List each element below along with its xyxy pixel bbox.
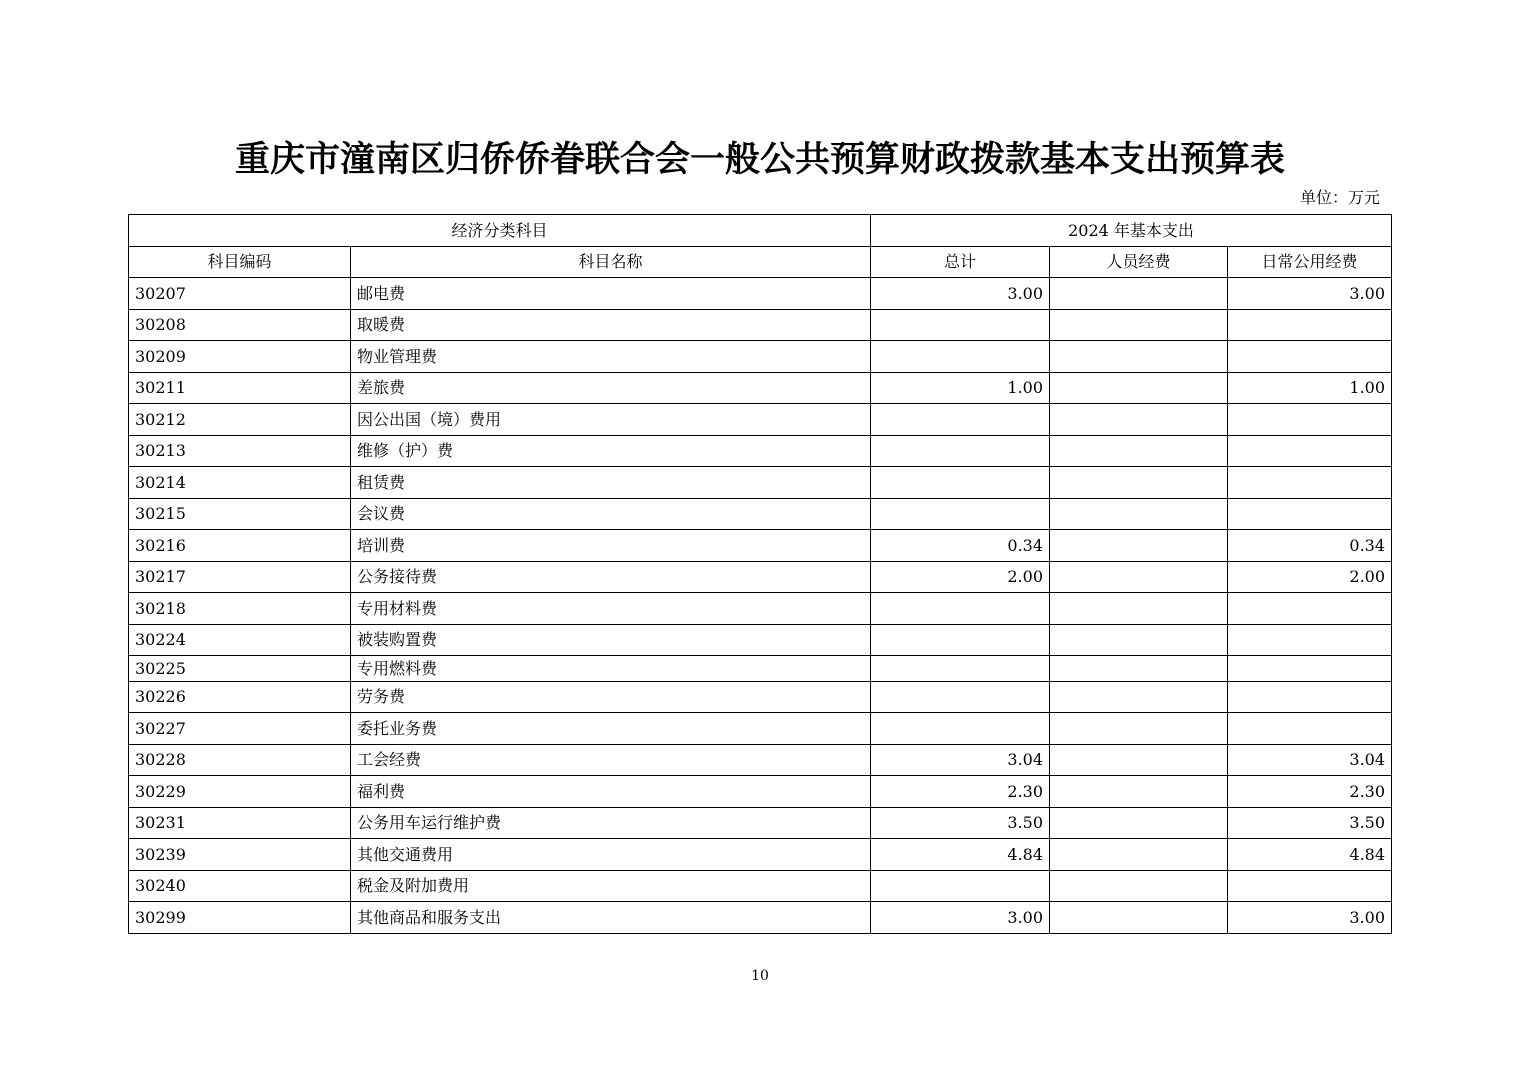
row-name: 维修（护）费 — [351, 436, 871, 467]
row-name: 邮电费 — [351, 278, 871, 310]
row-personnel — [1050, 808, 1228, 839]
table-row — [129, 404, 1392, 436]
row-total: 4.84 — [871, 839, 1050, 871]
row-total — [871, 436, 1050, 467]
table-row — [129, 656, 1392, 682]
row-personnel — [1050, 562, 1228, 593]
table-row — [129, 562, 1392, 593]
table-row — [129, 808, 1392, 839]
row-daily — [1228, 713, 1392, 745]
row-name: 其他商品和服务支出 — [351, 902, 871, 934]
row-total — [871, 404, 1050, 436]
row-personnel — [1050, 776, 1228, 808]
row-total — [871, 499, 1050, 530]
row-code: 30228 — [129, 745, 351, 776]
row-personnel — [1050, 404, 1228, 436]
economic-category-header: 经济分类科目 — [129, 215, 871, 247]
row-personnel — [1050, 682, 1228, 713]
row-total — [871, 871, 1050, 902]
row-personnel — [1050, 278, 1228, 310]
table-row — [129, 871, 1392, 902]
row-code: 30214 — [129, 467, 351, 499]
row-daily: 2.00 — [1228, 562, 1392, 593]
row-code: 30209 — [129, 341, 351, 373]
row-total: 3.00 — [871, 902, 1050, 934]
row-daily — [1228, 625, 1392, 656]
row-name: 会议费 — [351, 499, 871, 530]
row-name: 专用燃料费 — [351, 656, 871, 682]
row-name: 公务接待费 — [351, 562, 871, 593]
table-row — [129, 839, 1392, 871]
row-daily: 3.00 — [1228, 278, 1392, 310]
row-total: 2.30 — [871, 776, 1050, 808]
row-name: 差旅费 — [351, 373, 871, 404]
row-code: 30240 — [129, 871, 351, 902]
row-total: 3.50 — [871, 808, 1050, 839]
row-name: 委托业务费 — [351, 713, 871, 745]
table-row — [129, 499, 1392, 530]
table-row — [129, 745, 1392, 776]
row-total: 3.04 — [871, 745, 1050, 776]
row-personnel — [1050, 656, 1228, 682]
row-code: 30231 — [129, 808, 351, 839]
table-row — [129, 436, 1392, 467]
row-personnel — [1050, 436, 1228, 467]
row-daily — [1228, 593, 1392, 625]
row-code: 30299 — [129, 902, 351, 934]
row-total — [871, 656, 1050, 682]
table-row — [129, 310, 1392, 341]
row-personnel — [1050, 625, 1228, 656]
row-total — [871, 625, 1050, 656]
table-row — [129, 776, 1392, 808]
row-personnel — [1050, 713, 1228, 745]
row-daily: 3.00 — [1228, 902, 1392, 934]
row-code: 30224 — [129, 625, 351, 656]
row-name: 劳务费 — [351, 682, 871, 713]
table-row — [129, 467, 1392, 499]
row-daily: 1.00 — [1228, 373, 1392, 404]
row-code: 30226 — [129, 682, 351, 713]
table-row — [129, 593, 1392, 625]
row-name: 取暖费 — [351, 310, 871, 341]
row-personnel — [1050, 530, 1228, 562]
row-name: 福利费 — [351, 776, 871, 808]
row-code: 30229 — [129, 776, 351, 808]
row-daily — [1228, 682, 1392, 713]
table-row — [129, 625, 1392, 656]
row-name: 工会经费 — [351, 745, 871, 776]
row-total: 1.00 — [871, 373, 1050, 404]
page-number: 10 — [751, 968, 769, 984]
row-total: 0.34 — [871, 530, 1050, 562]
row-code: 30213 — [129, 436, 351, 467]
row-total: 2.00 — [871, 562, 1050, 593]
unit-label: 单位：万元 — [1299, 188, 1380, 207]
page-title: 重庆市潼南区归侨侨眷联合会一般公共预算财政拨款基本支出预算表 — [234, 140, 1285, 180]
row-name: 公务用车运行维护费 — [351, 808, 871, 839]
row-personnel — [1050, 871, 1228, 902]
row-personnel — [1050, 341, 1228, 373]
row-code: 30227 — [129, 713, 351, 745]
row-total — [871, 682, 1050, 713]
column-header-personnel: 人员经费 — [1050, 247, 1228, 278]
row-code: 30216 — [129, 530, 351, 562]
row-personnel — [1050, 373, 1228, 404]
row-name: 专用材料费 — [351, 593, 871, 625]
row-daily — [1228, 436, 1392, 467]
row-name: 税金及附加费用 — [351, 871, 871, 902]
column-header-code: 科目编码 — [129, 247, 351, 278]
table-row — [129, 713, 1392, 745]
basic-expenditure-header: 2024 年基本支出 — [871, 215, 1392, 247]
row-code: 30239 — [129, 839, 351, 871]
row-name: 培训费 — [351, 530, 871, 562]
row-daily — [1228, 467, 1392, 499]
budget-table — [128, 214, 1392, 934]
row-personnel — [1050, 593, 1228, 625]
row-total: 3.00 — [871, 278, 1050, 310]
row-personnel — [1050, 839, 1228, 871]
row-personnel — [1050, 902, 1228, 934]
column-header-name: 科目名称 — [351, 247, 871, 278]
row-code: 30208 — [129, 310, 351, 341]
column-header-daily: 日常公用经费 — [1228, 247, 1392, 278]
row-total — [871, 467, 1050, 499]
row-total — [871, 341, 1050, 373]
row-daily: 3.04 — [1228, 745, 1392, 776]
row-daily — [1228, 404, 1392, 436]
row-name: 租赁费 — [351, 467, 871, 499]
row-daily — [1228, 341, 1392, 373]
row-code: 30217 — [129, 562, 351, 593]
row-total — [871, 593, 1050, 625]
row-daily: 3.50 — [1228, 808, 1392, 839]
row-daily — [1228, 656, 1392, 682]
row-daily: 4.84 — [1228, 839, 1392, 871]
row-personnel — [1050, 310, 1228, 341]
table-row — [129, 530, 1392, 562]
row-name: 其他交通费用 — [351, 839, 871, 871]
row-personnel — [1050, 467, 1228, 499]
row-code: 30218 — [129, 593, 351, 625]
row-code: 30225 — [129, 656, 351, 682]
row-daily — [1228, 499, 1392, 530]
row-code: 30212 — [129, 404, 351, 436]
row-personnel — [1050, 745, 1228, 776]
row-daily: 0.34 — [1228, 530, 1392, 562]
row-code: 30211 — [129, 373, 351, 404]
row-name: 被装购置费 — [351, 625, 871, 656]
table-row — [129, 278, 1392, 310]
column-header-total: 总计 — [871, 247, 1050, 278]
table-row — [129, 682, 1392, 713]
row-code: 30207 — [129, 278, 351, 310]
row-total — [871, 713, 1050, 745]
row-name: 因公出国（境）费用 — [351, 404, 871, 436]
row-daily — [1228, 871, 1392, 902]
table-row — [129, 373, 1392, 404]
row-name: 物业管理费 — [351, 341, 871, 373]
table-row — [129, 341, 1392, 373]
row-personnel — [1050, 499, 1228, 530]
row-total — [871, 310, 1050, 341]
row-daily — [1228, 310, 1392, 341]
table-row — [129, 902, 1392, 934]
row-daily: 2.30 — [1228, 776, 1392, 808]
row-code: 30215 — [129, 499, 351, 530]
